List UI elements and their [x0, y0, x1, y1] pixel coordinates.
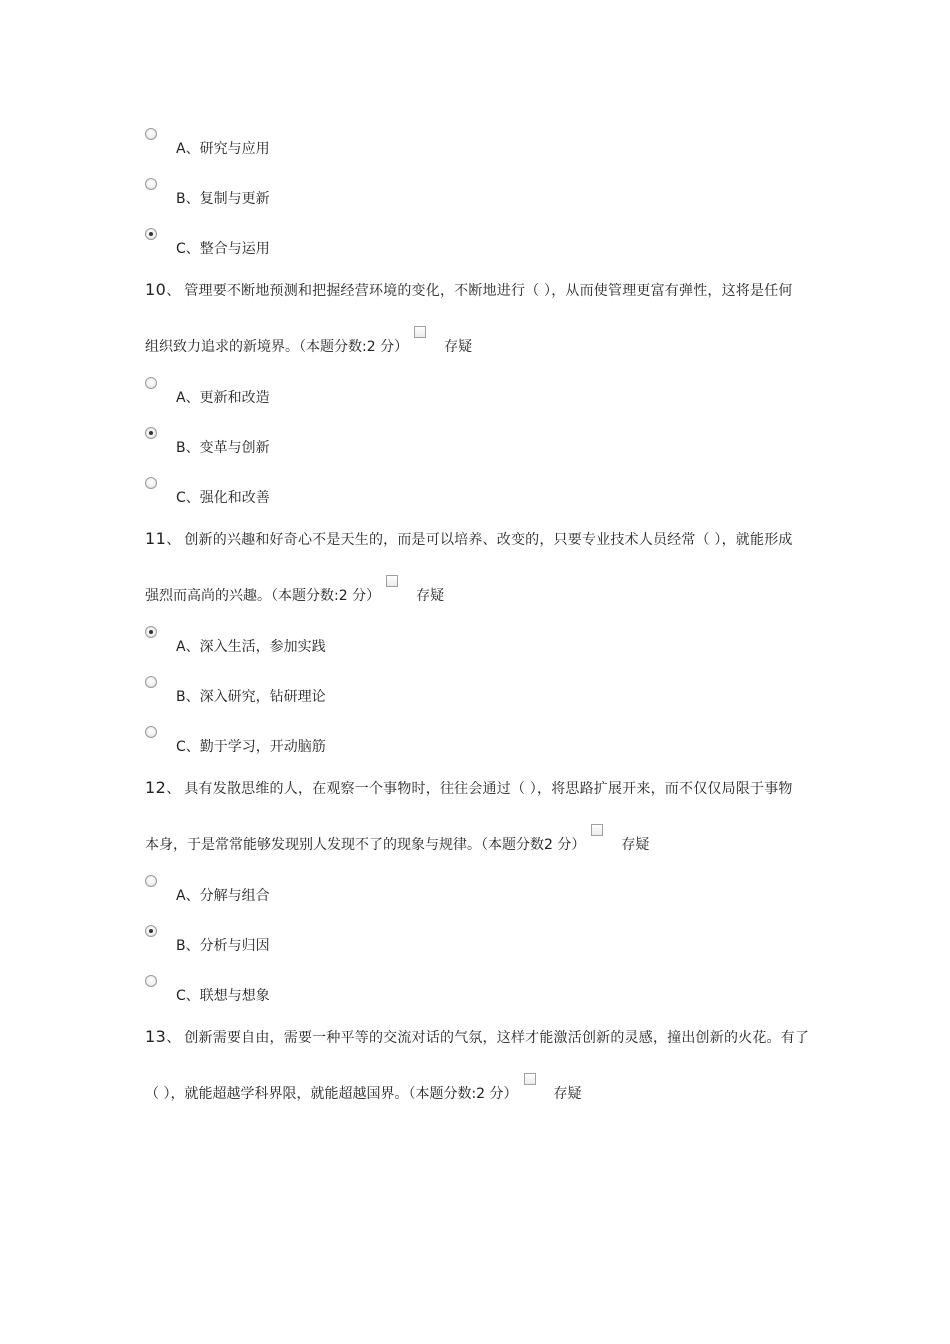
question-number-separator: 、 [166, 283, 181, 299]
question-number-separator: 、 [166, 781, 181, 797]
question-text-line2: （ ），就能超越学科界限，就能超越国界。（本题分数:2 分） [145, 1086, 518, 1102]
question-text-line1: 管理要不断地预测和把握经营环境的变化，不断地进行（ ），从而使管理更富有弹性，这将是任何 [184, 283, 793, 299]
question-text-line1: 创新需要自由，需要一种平等的交流对话的气氛，这样才能激活创新的灵感，撞出创新的火花。有了 [184, 1030, 810, 1046]
option-label: A、更新和改造 [176, 390, 270, 406]
question-number: 11 [145, 529, 167, 548]
option-q12-c[interactable] [145, 975, 745, 1005]
doubt-label: 存疑 [444, 339, 473, 355]
option-label: C、整合与运用 [176, 241, 270, 257]
question-12-text-line2 [145, 836, 845, 854]
question-number: 12 [145, 778, 167, 797]
option-q11-c[interactable] [145, 726, 745, 756]
option-q9-b[interactable] [145, 178, 745, 208]
radio-button-q12-c[interactable] [145, 975, 157, 987]
radio-button-q12-a[interactable] [145, 875, 157, 887]
doubt-label: 存疑 [621, 837, 650, 853]
option-q9-a[interactable] [145, 128, 745, 158]
radio-button-q9-c[interactable] [145, 228, 157, 240]
option-q11-a[interactable] [145, 626, 745, 656]
option-q12-a[interactable] [145, 875, 745, 905]
radio-button-q9-a[interactable] [145, 128, 157, 140]
question-number-separator: 、 [166, 1030, 181, 1046]
option-q10-b[interactable] [145, 427, 745, 457]
option-q9-c[interactable] [145, 228, 745, 258]
option-label: B、深入研究，钻研理论 [176, 689, 326, 705]
question-12-text [145, 778, 825, 799]
question-text-line2: 组织致力追求的新境界。（本题分数:2 分） [145, 339, 409, 355]
question-13-text-line2 [145, 1085, 845, 1103]
option-label: A、深入生活，参加实践 [176, 639, 326, 655]
question-10-text-line2 [145, 338, 845, 356]
option-q10-c[interactable] [145, 477, 745, 507]
question-13-text [145, 1027, 825, 1048]
doubt-checkbox-q10[interactable] [414, 326, 426, 338]
radio-button-q10-a[interactable] [145, 377, 157, 389]
option-q12-b[interactable] [145, 925, 745, 955]
question-text-line1: 具有发散思维的人，在观察一个事物时，往往会通过（ ），将思路扩展开来，而不仅仅局限于事物 [184, 781, 793, 797]
question-text-line1: 创新的兴趣和好奇心不是天生的，而是可以培养、改变的，只要专业技术人员经常（ ），就能形成 [184, 532, 793, 548]
option-label: B、变革与创新 [176, 440, 270, 456]
radio-button-q11-a[interactable] [145, 626, 157, 638]
doubt-checkbox-q13[interactable] [524, 1073, 536, 1085]
doubt-checkbox-q12[interactable] [591, 824, 603, 836]
option-label: C、联想与想象 [176, 988, 270, 1004]
radio-button-q11-b[interactable] [145, 676, 157, 688]
radio-button-q12-b[interactable] [145, 925, 157, 937]
radio-button-q10-c[interactable] [145, 477, 157, 489]
radio-button-q11-c[interactable] [145, 726, 157, 738]
radio-button-q10-b[interactable] [145, 427, 157, 439]
question-number: 10 [145, 280, 167, 299]
option-label: C、勤于学习，开动脑筋 [176, 739, 326, 755]
question-number-separator: 、 [166, 532, 181, 548]
question-11-text-line2 [145, 587, 845, 605]
option-label: B、复制与更新 [176, 191, 270, 207]
option-q11-b[interactable] [145, 676, 745, 706]
option-label: C、强化和改善 [176, 490, 270, 506]
question-text-line2: 本身，于是常常能够发现别人发现不了的现象与规律。（本题分数2 分） [145, 837, 586, 853]
radio-button-q9-b[interactable] [145, 178, 157, 190]
option-label: A、分解与组合 [176, 888, 270, 904]
question-number: 13 [145, 1027, 167, 1046]
option-q10-a[interactable] [145, 377, 745, 407]
doubt-label: 存疑 [416, 588, 445, 604]
question-10-text [145, 280, 825, 301]
option-label: A、研究与应用 [176, 141, 270, 157]
doubt-label: 存疑 [553, 1086, 582, 1102]
doubt-checkbox-q11[interactable] [386, 575, 398, 587]
question-text-line2: 强烈而高尚的兴趣。（本题分数:2 分） [145, 588, 381, 604]
question-11-text [145, 529, 825, 550]
option-label: B、分析与归因 [176, 938, 270, 954]
